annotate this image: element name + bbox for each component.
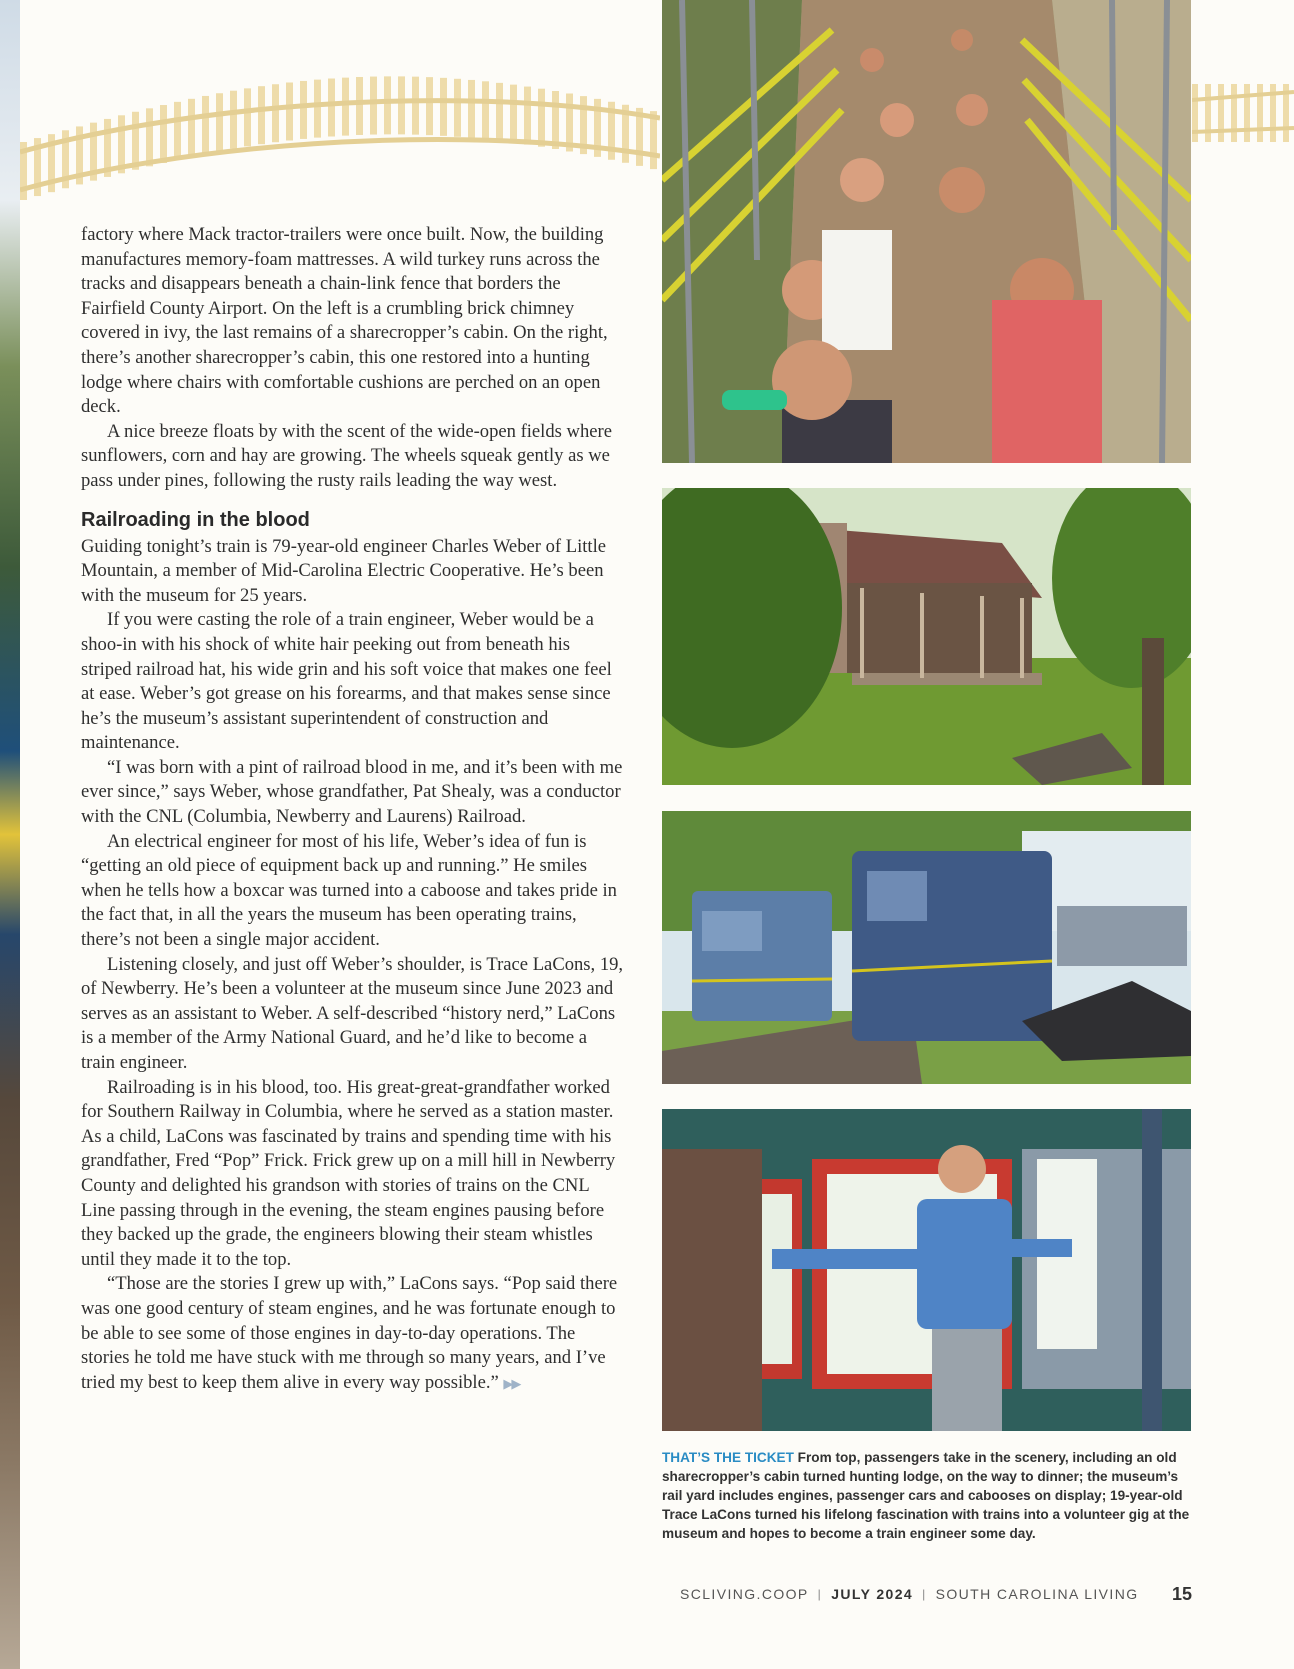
track-tie — [524, 87, 531, 145]
track-tie — [426, 77, 433, 135]
photo-rail-yard-engines — [662, 811, 1191, 1084]
track-tie — [174, 102, 181, 160]
track-tie — [202, 96, 209, 154]
track-tie — [230, 91, 237, 149]
footer-site: SCLIVING.COOP — [680, 1586, 809, 1602]
track-tie — [188, 99, 195, 157]
article-paragraph: Listening closely, and just off Weber’s shoulder, is Trace LaCons, 19, of Newberry. He’s been a volunteer at the museum since June 2023 and serves as an assistant to Weber. A self-described “history nerd,” LaCons is a member of the Army National Guard, and he’d like to become a train engineer. — [81, 953, 624, 1073]
photo-sharecroppers-cabin — [662, 488, 1191, 785]
footer-magazine-name: SOUTH CAROLINA LIVING — [935, 1586, 1139, 1602]
track-tie — [496, 83, 503, 141]
track-tie — [160, 105, 167, 163]
article-paragraph-last — [81, 1272, 625, 1396]
article-paragraph: If you were casting the role of a train engineer, Weber would be a shoo-in with his shock of white hair peeking out from beneath his striped railroad hat, his wide grin and his soft voice that makes one feel at ease. Weber’s got grease on his forearms, and that makes sense since he’s the museum’s assistant superintendent of construction and maintenance. — [81, 609, 612, 754]
track-tie — [258, 86, 265, 144]
track-tie — [300, 81, 307, 139]
track-tie — [328, 79, 335, 137]
left-edge-photo-strip — [0, 0, 20, 1669]
track-tie — [1218, 84, 1224, 142]
footer-issue-date: JULY 2024 — [831, 1586, 914, 1602]
track-tie — [538, 89, 545, 147]
page-footer — [680, 1582, 1192, 1606]
article-body — [81, 223, 625, 1396]
footer-separator: | — [817, 1587, 823, 1601]
track-tie — [482, 81, 489, 139]
track-tie — [272, 84, 279, 142]
track-tie — [552, 91, 559, 149]
track-tie — [468, 80, 475, 138]
decorative-railroad-tracks-right — [1192, 70, 1294, 160]
section-subhead: Railroading in the blood — [81, 508, 310, 531]
caption-kicker: THAT’S THE TICKET — [662, 1450, 794, 1465]
track-tie — [132, 112, 139, 170]
photo-trace-lacons-in-cab — [662, 1109, 1191, 1431]
photo-caption — [662, 1448, 1202, 1543]
track-tie — [384, 76, 391, 134]
track-tie — [412, 77, 419, 135]
track-tie — [286, 82, 293, 140]
end-of-story-icon: ▶▶ — [503, 1375, 520, 1391]
article-paragraph: Guiding tonight’s train is 79-year-old engineer Charles Weber of Little Mountain, a member of Mid-Carolina Electric Cooperative. He’s been with the museum for 25 years. — [81, 535, 606, 606]
footer-separator: | — [922, 1587, 927, 1601]
article-paragraph-text: “Those are the stories I grew up with,” LaCons says. “Pop said there was one good century of steam engines, and he was fortunate enough to be able to see some of those engines in day-to-day operations. The stories he told me have stuck with me through so many years, and I’ve tried my best to keep them alive in every way possible.” — [81, 1273, 618, 1393]
track-tie — [398, 76, 405, 134]
photo-passengers-open-car — [662, 0, 1191, 463]
track-tie — [356, 77, 363, 135]
article-paragraph: factory where Mack tractor-trailers were once built. Now, the building manufactures memory-foam mattresses. A wild turkey runs across the tracks and disappears beneath a chain-link fence that borders the Fairfield County Airport. On the left is a crumbling brick chimney covered in ivy, the last remains of a sharecropper’s cabin. On the right, there’s another sharecropper’s cabin, this one restored into a hunting lodge where chairs with comfortable cushions are perched on an open deck. — [81, 224, 608, 418]
decorative-railroad-tracks — [20, 40, 660, 220]
track-tie — [342, 78, 349, 136]
track-tie — [510, 85, 517, 143]
track-tie — [454, 79, 461, 137]
page-number: 15 — [1171, 1583, 1192, 1604]
article-paragraph: An electrical engineer for most of his life, Weber’s idea of fun is “getting an old piece of equipment back up and running.” He smiles when he tells how a boxcar was turned into a caboose and takes pride in the fact that, in all the years the museum has been operating trains, there’s not been a single major accident. — [81, 830, 617, 951]
track-tie — [244, 88, 251, 146]
article-paragraph: “I was born with a pint of railroad blood in me, and it’s been with me ever since,” says Weber, whose grandfather, Pat Shealy, was a conductor with the CNL (Columbia, Newberry and Laurens) Railroad. — [81, 756, 623, 828]
track-tie — [440, 78, 447, 136]
article-paragraph: A nice breeze floats by with the scent of the wide-open fields where sunflowers, corn and hay are growing. The wheels squeak gently as we pass under pines, following the rusty rails leading the way west. — [81, 420, 612, 491]
track-tie — [1231, 84, 1237, 142]
track-tie — [1244, 84, 1250, 142]
track-tie — [314, 80, 321, 138]
article-paragraph: Railroading is in his blood, too. His great-great-grandfather worked for Southern Railway in Columbia, where he served as a station master. As a child, LaCons was fascinated by trains and spending time with his grandfather, Fred “Pop” Frick. Frick grew up on a mill hill in Newberry County and delighted his grandson with stories of trains on the CNL Line passing through in the evening, the steam engines pausing before they backed up the grade, the engineers blowing their steam whistles until they made it to the top. — [81, 1076, 616, 1270]
caption-text: From top, passengers take in the scenery, including an old sharecropper’s cabin turned hunting lodge, on the way to dinner; the museum’s rail yard includes engines, passenger cars and cabooses on display; 19-year-old Trace LaCons turned his lifelong fascination with trains into a volunteer gig at the museum and hopes to become a train engineer some day. — [662, 1450, 1190, 1541]
track-tie — [216, 93, 223, 151]
track-tie — [146, 108, 153, 166]
track-tie — [370, 77, 377, 135]
